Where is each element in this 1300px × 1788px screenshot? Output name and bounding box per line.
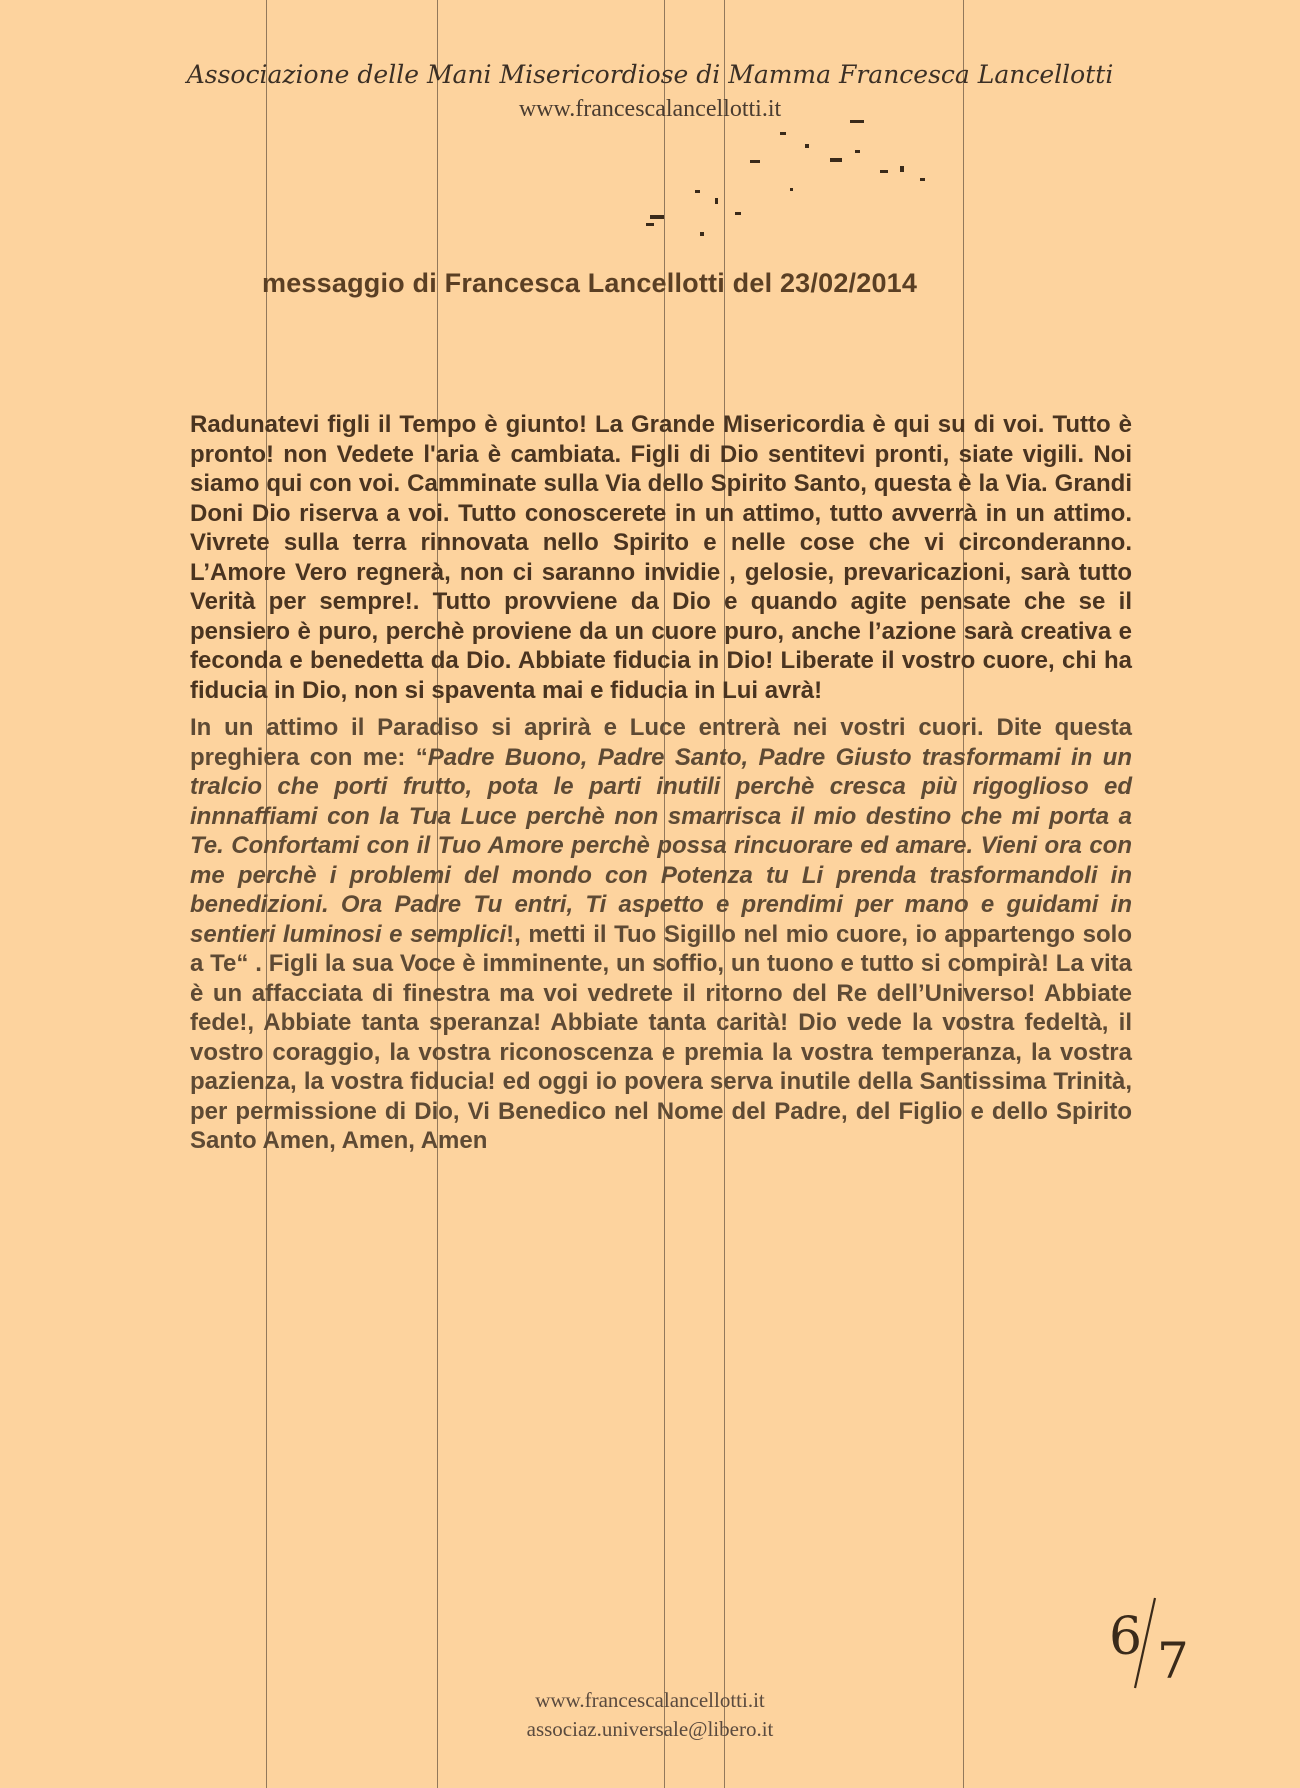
scan-speckles [640,120,970,250]
handwritten-page-number [1105,1588,1205,1698]
page-current: 6 [1109,1607,1143,1667]
footer-email: associaz.universale@libero.it [526,1717,774,1741]
page-total: 7 [1157,1632,1189,1690]
message-paragraph-1: Radunatevi figli il Tempo è giunto! La Grande Misericordia è qui su di voi. Tutto è pronto! non Vedete l'aria è cambiata. Figli di Dio sentitevi pronti, siate vigili. Noi siamo qui con voi. Camminate sulla Via dello Spirito Santo, questa è la Via. Grandi Doni Dio riserva a voi. Tutto conoscerete in un attimo, tutto avverrà in un attimo. Vivrete sulla terra rinnovata nello Spirito e nelle cose che vi circonderanno. L’Amore Vero regnerà, non ci saranno invidie , gelosie, prevaricazioni, sarà tutto Verità per sempre!. Tutto provviene da Dio e quando agite pensate che se il pensiero è puro, perchè proviene da un cuore puro, anche l’azione sarà creativa e feconda e benedetta da Dio. Abbiate fiducia in Dio! Liberate il vostro cuore, chi ha fiducia in Dio, non si spaventa mai e fiducia in Lui avrà! [190,411,1132,704]
message-title: messaggio di Francesca Lancellotti del 23/02/2014 [262,268,918,298]
association-name: Associazione delle Mani Misericordiose di Mamma Francesca Lancellotti [186,60,1114,89]
prayer-text: Padre Buono, Padre Santo, Padre Giusto trasformami in un tralcio che porti frutto, pota le parti inutili perchè cresca più rigoglioso ed innnaffiami con la Tua Luce perchè non smarrisca il mio destino che mi porta a Te. Confortami con il Tuo Amore perchè possa rincuorare ed amare. Vieni ora con me perchè i problemi del mondo con Potenza tu Li prenda trasformandoli in benedizioni. Ora Padre Tu entri, Ti aspetto e prendimi per mano e guidami in sentieri luminosi e semplici [190,743,1132,948]
header-website: www.francescalancellotti.it [518,96,782,122]
message-paragraph-2 [190,713,1132,1156]
page-number [1105,1588,1205,1698]
footer-website: www.francescalancellotti.it [535,1688,765,1712]
message-closing: !, metti il Tuo Sigillo nel mio cuore, io appartengo solo a Te“ . Figli la sua Voce è imminente, un soffio, un tuono e tutto si compirà! La vita è un affacciata di finestra ma voi vedrete il ritorno del Re dell’Universo! Abbiate fede!, Abbiate tanta speranza! Abbiate tanta carità! Dio vede la vostra fedeltà, il vostro coraggio, la vostra riconoscenza e premia la vostra temperanza, la vostra pazienza, la vostra fiducia! ed oggi io povera serva inutile della Santissima Trinità, per permissione di Dio, Vi Benedico nel Nome del Padre, del Figlio e dello Spirito Santo Amen, Amen, Amen [190,920,1132,1154]
prayer-intro: In un attimo il Paradiso si aprirà e Luce entrerà nei vostri cuori. Dite questa preghiera con me: “ [190,714,1132,771]
message-body [190,410,1132,1164]
